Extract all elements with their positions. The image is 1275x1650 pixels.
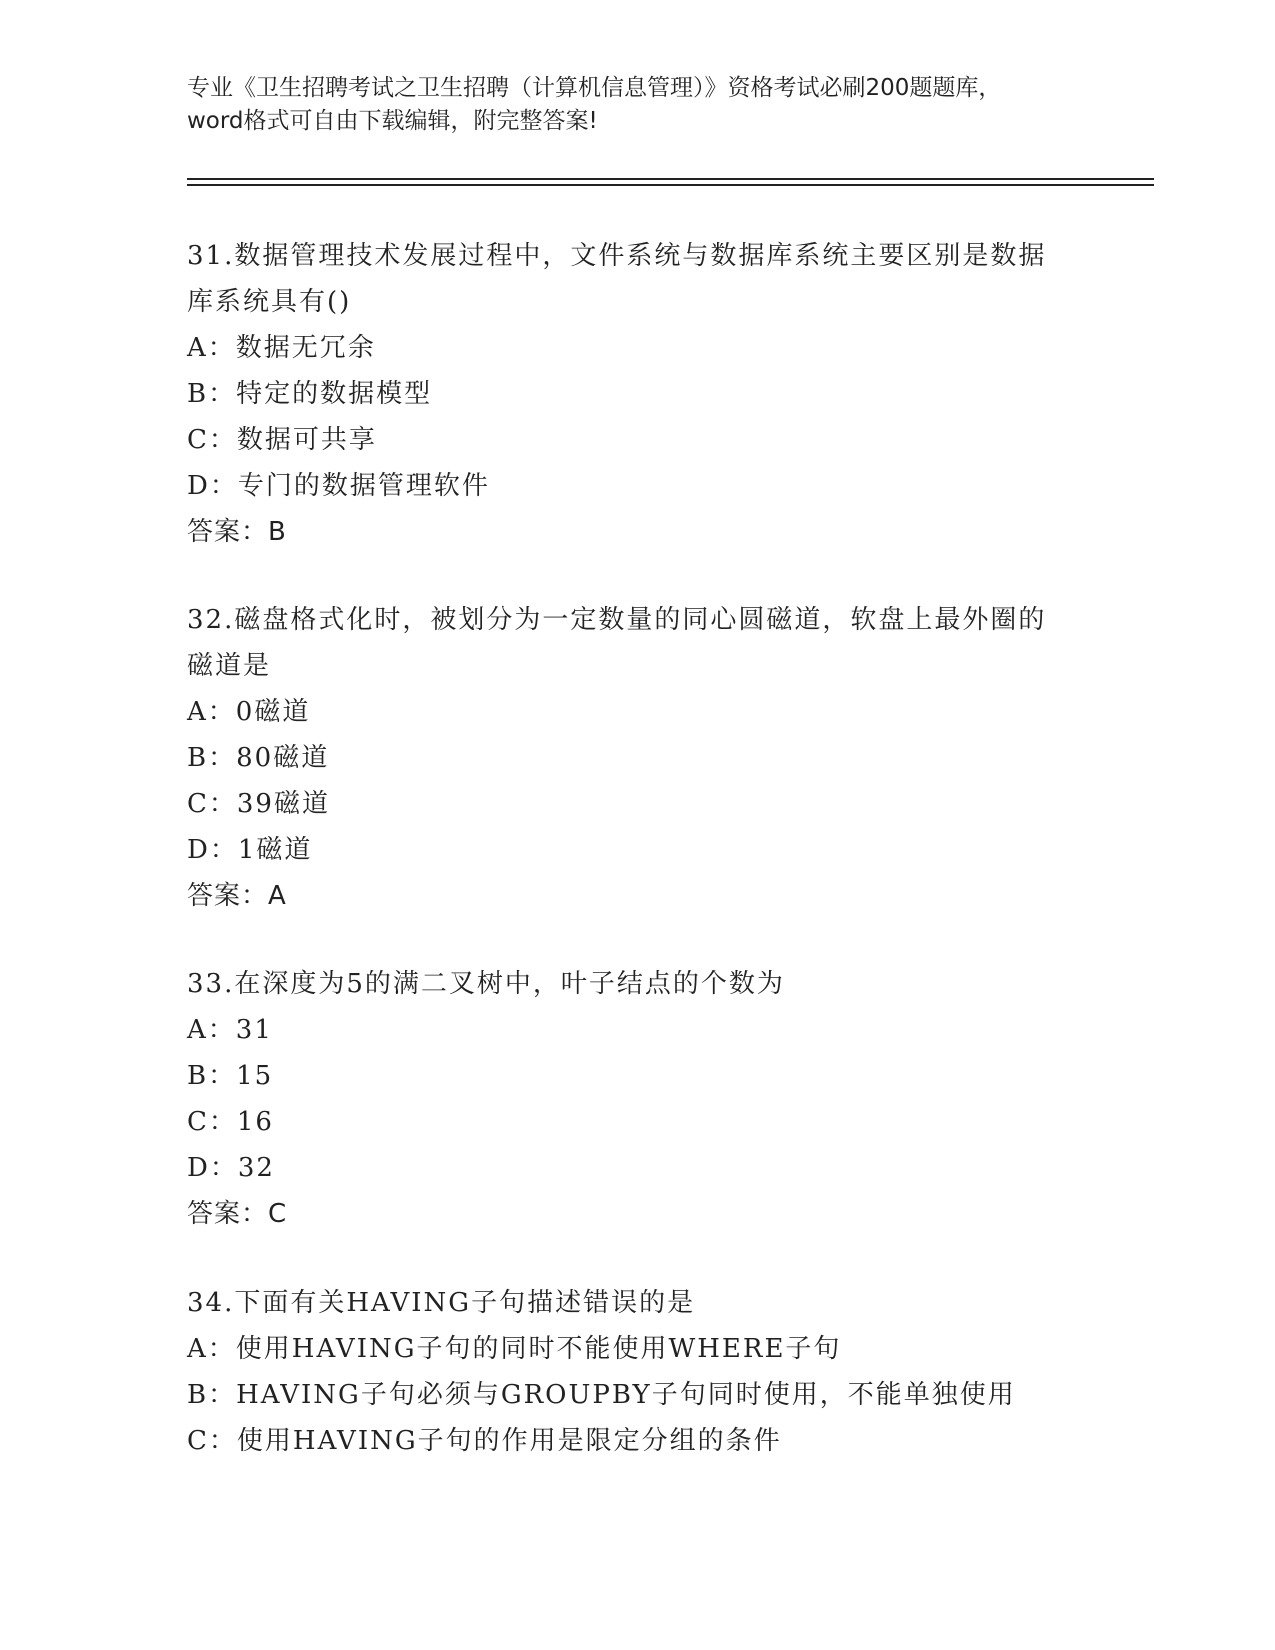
question-stem-line-1: 33.在深度为5的满二叉树中，叶子结点的个数为 xyxy=(187,969,785,999)
question-31 xyxy=(187,233,1087,555)
header-title-line-2: word格式可自由下载编辑，附完整答案! xyxy=(187,108,598,134)
option-b: B：HAVING子句必须与GROUPBY子句同时使用，不能单独使用 xyxy=(187,1380,1016,1410)
document-header xyxy=(187,72,1067,138)
answer-line: 答案：C xyxy=(187,1199,288,1229)
answer-line: 答案：B xyxy=(187,517,287,547)
option-a: A：0磁道 xyxy=(187,697,311,727)
question-33 xyxy=(187,961,1087,1237)
option-b: B：15 xyxy=(187,1061,274,1091)
question-stem-line-2: 库系统具有() xyxy=(187,287,352,317)
option-b: B：特定的数据模型 xyxy=(187,379,433,409)
header-divider-bottom xyxy=(187,184,1154,186)
option-a: A：使用HAVING子句的同时不能使用WHERE子句 xyxy=(187,1334,842,1364)
question-stem-line-1: 31.数据管理技术发展过程中，文件系统与数据库系统主要区别是数据 xyxy=(187,241,1047,271)
option-c: C：使用HAVING子句的作用是限定分组的条件 xyxy=(187,1426,782,1456)
option-a: A：31 xyxy=(187,1015,273,1045)
question-32 xyxy=(187,597,1087,919)
question-stem-line-2: 磁道是 xyxy=(187,651,272,681)
option-c: C：39磁道 xyxy=(187,789,330,819)
option-b: B：80磁道 xyxy=(187,743,330,773)
option-d: D：32 xyxy=(187,1153,275,1183)
option-d: D：专门的数据管理软件 xyxy=(187,471,490,501)
option-c: C：数据可共享 xyxy=(187,425,377,455)
answer-line: 答案：A xyxy=(187,881,287,911)
header-divider-top xyxy=(187,178,1154,180)
question-stem-line-1: 32.磁盘格式化时，被划分为一定数量的同心圆磁道，软盘上最外圈的 xyxy=(187,605,1047,635)
header-title-line-1: 专业《卫生招聘考试之卫生招聘（计算机信息管理）》资格考试必刷200题题库， xyxy=(187,75,1002,101)
question-34 xyxy=(187,1280,1087,1464)
option-d: D：1磁道 xyxy=(187,835,313,865)
question-stem-line-1: 34.下面有关HAVING子句描述错误的是 xyxy=(187,1288,696,1318)
option-a: A：数据无冗余 xyxy=(187,333,376,363)
option-c: C：16 xyxy=(187,1107,274,1137)
